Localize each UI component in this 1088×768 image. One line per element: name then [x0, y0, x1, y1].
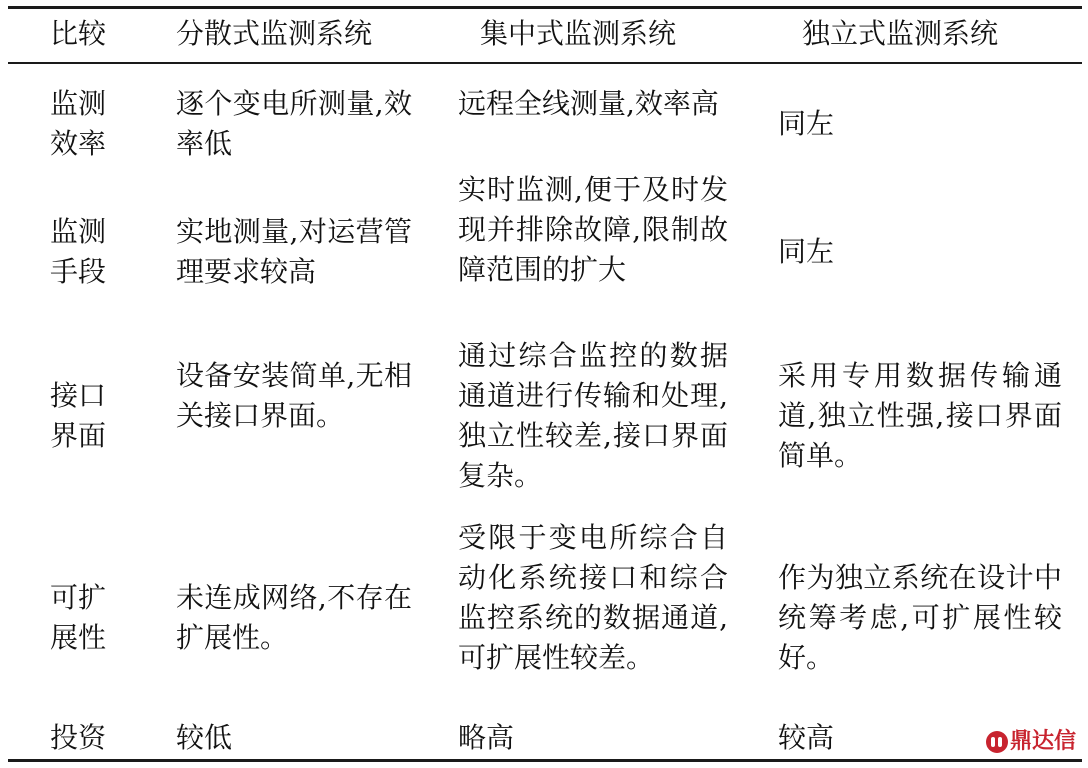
cell-efficiency-centralized: 远程全线测量,效率高	[458, 87, 719, 120]
header-independent: 独立式监测系统	[802, 17, 999, 50]
cell-scalability-independent: 作为独立系统在设计中统筹考虑,可扩展性较好。	[778, 561, 1062, 674]
row-label-interface: 接口 界面	[50, 379, 107, 452]
row-label-investment: 投资	[50, 721, 107, 754]
cell-interface-independent: 采用专用数据传输通道,独立性强,接口界面简单。	[778, 359, 1062, 472]
cell-method-distributed: 实地测量,对运营管理要求较高	[176, 215, 412, 288]
cell-efficiency-independent: 同左	[778, 107, 835, 140]
cell-investment-centralized: 略高	[458, 721, 515, 754]
cell-scalability-centralized: 受限于变电所综合自动化系统接口和综合监控系统的数据通道,可扩展性较差。	[458, 521, 728, 674]
header-compare: 比较	[50, 17, 107, 50]
table-header-rule	[8, 62, 1082, 64]
cell-scalability-distributed: 未连成网络,不存在扩展性。	[176, 581, 412, 654]
cell-interface-centralized: 通过综合监控的数据通道进行传输和处理,独立性较差,接口界面复杂。	[458, 339, 728, 492]
cell-investment-distributed: 较低	[176, 721, 233, 754]
row-label-method: 监测 手段	[50, 215, 107, 288]
watermark	[986, 729, 1076, 755]
header-distributed: 分散式监测系统	[176, 17, 373, 50]
dingdaxin-logo-icon	[986, 731, 1008, 753]
cell-method-centralized: 实时监测,便于及时发现并排除故障,限制故障范围的扩大	[458, 173, 728, 286]
header-centralized: 集中式监测系统	[480, 17, 677, 50]
cell-investment-independent: 较高	[778, 721, 835, 754]
row-label-efficiency: 监测 效率	[50, 87, 107, 160]
table-top-rule	[8, 6, 1082, 9]
row-label-scalability: 可扩 展性	[50, 581, 107, 654]
cell-method-independent: 同左	[778, 235, 835, 268]
cell-efficiency-distributed: 逐个变电所测量,效率低	[176, 87, 412, 160]
table-bottom-rule	[8, 759, 1082, 762]
cell-interface-distributed: 设备安装简单,无相关接口界面。	[176, 359, 412, 432]
watermark-text: 鼎达信	[1010, 729, 1077, 754]
